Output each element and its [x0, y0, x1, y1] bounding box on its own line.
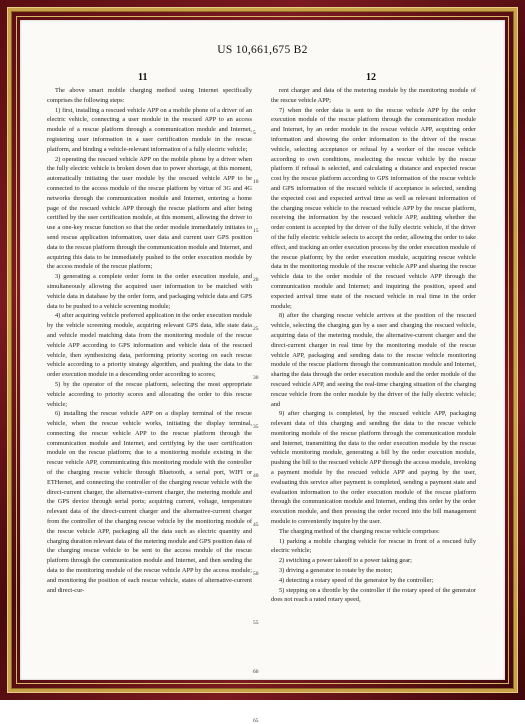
left-text-column	[47, 86, 252, 672]
column-number-left: 11	[138, 72, 148, 83]
line-number: 50	[253, 571, 259, 577]
line-number: 10	[253, 179, 259, 185]
paragraph: rent charger and data of the metering module by the monitoring module of the rescue vehicle APP;	[271, 87, 476, 104]
paragraph: 4) after acquiring vehicle preferred application in the order execution module by the vehicle screening module, acquiring relevant GPS data, idle state data and vehicle model matching data from the monitoring module of the rescue vehicle APP according to GPS information and vehicle data of the rescued vehicle, then synthesizing data, performing priority scoring on each rescue vehicle according to a priority strategy algorithm, and pushing the data to the order execution module in a descending order according to scores;	[47, 312, 252, 379]
column-number-right: 12	[366, 72, 376, 83]
paragraph: 2) switching a power takeoff to a power taking gear;	[279, 557, 412, 565]
paragraph: The charging method of the charging rescue vehicle comprises:	[279, 527, 440, 535]
line-number: 35	[253, 424, 259, 430]
line-number: 55	[253, 620, 259, 626]
paragraph: 1) parking a mobile charging vehicle for rescue in front of a rescued fully electric vehicle;	[271, 537, 476, 555]
patent-page	[20, 20, 505, 724]
paragraph: 1) first, installing a rescued vehicle APP on a mobile phone of a driver of an electric vehicle, connecting a user module in the rescued APP to an access module of a rescue platform through a communication module and Internet, registering user information in a user certification module in the rescue platform, and binding a vehicle-relevant information of a fully electric vehicle;	[47, 106, 252, 153]
paragraph: 4) detecting a rotary speed of the generator by the controller;	[279, 576, 434, 584]
right-text-column	[271, 86, 476, 672]
paragraph: 5) stepping on a throttle by the controller if the rotary speed of the generator does not reach a rated rotary speed,	[271, 586, 476, 604]
line-number: 5	[253, 130, 256, 136]
paragraph: 5) by the operator of the rescue platform, selecting the most appropriate vehicle according to priority scores and allocating the order to this rescue vehicle;	[47, 380, 252, 408]
line-number: 25	[253, 326, 259, 332]
paragraph: The above smart mobile charging method using Internet specifically comprises the following steps:	[47, 87, 252, 104]
line-number: 30	[253, 375, 259, 381]
paragraph: 3) driving a generator to rotate by the motor;	[279, 567, 393, 575]
line-number: 60	[253, 669, 259, 675]
paragraph: 2) operating the rescued vehicle APP on the mobile phone by a driver when the fully electric vehicle is broken down due to power shortage, at this moment, automatically initiating the user module by the rescued vehicle APP to be connected to the access module of the rescue platform by virtue of 3G and 4G networks through the communication module and Internet, entering a home page of the rescued vehicle APP through the rescue platform and after being certified by the user certification module, at this moment, allowing the driver to use a one-key rescue function so that the order module immediately initiates to send rescue application information, user data and current user GPS position data to the rescue platform through the communication module and Internet, and acquiring this data to be immediately pushed to the order execution module by the access module of the rescue platform;	[47, 155, 252, 271]
patent-number: US 10,661,675 B2	[217, 44, 308, 56]
paragraph: 8) after the charging rescue vehicle arrives at the position of the rescued vehicle, selecting the charging gun by a user and charging the rescued vehicle, acquiring data of the metering module, the alternative-current charger and the direct-current charger in real time by the monitoring module of the rescue vehicle APP, packaging and sending data to the rescue vehicle monitoring module of the rescue platform through the communication module and Internet, sharing the data through the order execution module and the order module of the rescued vehicle APP, and seeing the real-time charging situation of the charging rescue vehicle from the order module by the driver of the fully electric vehicle; and	[271, 312, 476, 408]
paragraph: 3) generating a complete order form in the order execution module, and simultaneously allowing the acquired user information to be matched with vehicle data in database by the order form, and packaging vehicle data and GPS data to be pushed to a vehicle screening module;	[47, 273, 252, 310]
line-number: 40	[253, 473, 259, 479]
line-number: 15	[253, 228, 259, 234]
line-number: 45	[253, 522, 259, 528]
paragraph: 9) after charging is completed, by the rescued vehicle APP, packaging relevant data of this charging and sending the data to the rescue vehicle monitoring module of the rescue platform through the communication module and Internet, transmitting the data to the order execution module by the rescue vehicle monitoring module, generating a bill by the order execution module, pushing the bill to the rescued vehicle APP through the access module, invoking a payment module by the rescued vehicle APP and paying by the user, evaluating this service after payment is completed, sending a payment state and evaluation information to the order execution module of the rescue platform through the communication module and Internet, ending this order by the order execution module, and then pressing the order record into the bill management module to conveniently inquire by the user.	[271, 410, 476, 526]
paragraph: 6) installing the rescue vehicle APP on a display terminal of the rescue vehicle, when the rescue vehicle works, initiating the display terminal, connecting the rescue vehicle APP to the rescue platform through the communication module and Internet, and certifying by the user certification module on the rescue platform; due to a monitoring module existing in the rescue vehicle APP, communicating this monitoring module with the controller of the charging rescue vehicle through Bluetooth, a serial port, WIFI or ETHernet, and connecting the controller of the charging rescue vehicle with the direct-current charger, the alternative-current charger, the metering module and the GPS device through serial ports; acquiring current, voltage, temperature relevant data of the direct-current charger and the alternative-current charger from the controller of the charging rescue vehicle by the monitoring module of the rescue vehicle APP, packaging all the data such as electric quantity and charging duration relevant data of the metering module and GPS position data of the charging rescue vehicle to be sent to the access module of the rescue platform through the communication module and Internet, and then sending the data to the monitoring module of the rescue vehicle APP by the access module; and monitoring the position of each rescue vehicle, states of alternative-current and direct-cur-	[47, 410, 252, 594]
paragraph: 7) when the order data is sent to the rescue vehicle APP by the order execution module of the rescue platform through the communication module and Internet, by an order module in the rescue vehicle APP, acquiring order information and showing the order information to the driver of the rescue vehicle, selecting acceptance or refusal by a worker of the rescue vehicle according to own conditions, reselecting the rescue vehicle by the rescue platform if refusal is selected, and calculating a distance and expected rescue cost by the rescue platform according to GPS information of the rescue vehicle and GPS information of the rescued vehicle if acceptance is selected, sending the expected cost and expected arrival time as well as relevant information of the charging rescue vehicle to the rescued vehicle APP by the rescue platform, receiving the information by the rescued vehicle APP, auditing whether the order content is accepted by the driver of the fully electric vehicle, if the driver of the fully electric vehicle selects to accept the order, allowing the order to take effect, and tracking an order execution process by the order execution module of the rescue platform; by the order execution module, acquiring rescue vehicle data in the monitoring module of the rescue vehicle APP and sharing the rescue vehicle data to the order module of the rescued vehicle APP through the communication module and Internet; and inquiring the position, speed and expected arrival time state of the rescued vehicle in real time in the order module;	[271, 106, 476, 310]
line-number: 20	[253, 277, 259, 283]
line-number: 65	[253, 718, 259, 724]
